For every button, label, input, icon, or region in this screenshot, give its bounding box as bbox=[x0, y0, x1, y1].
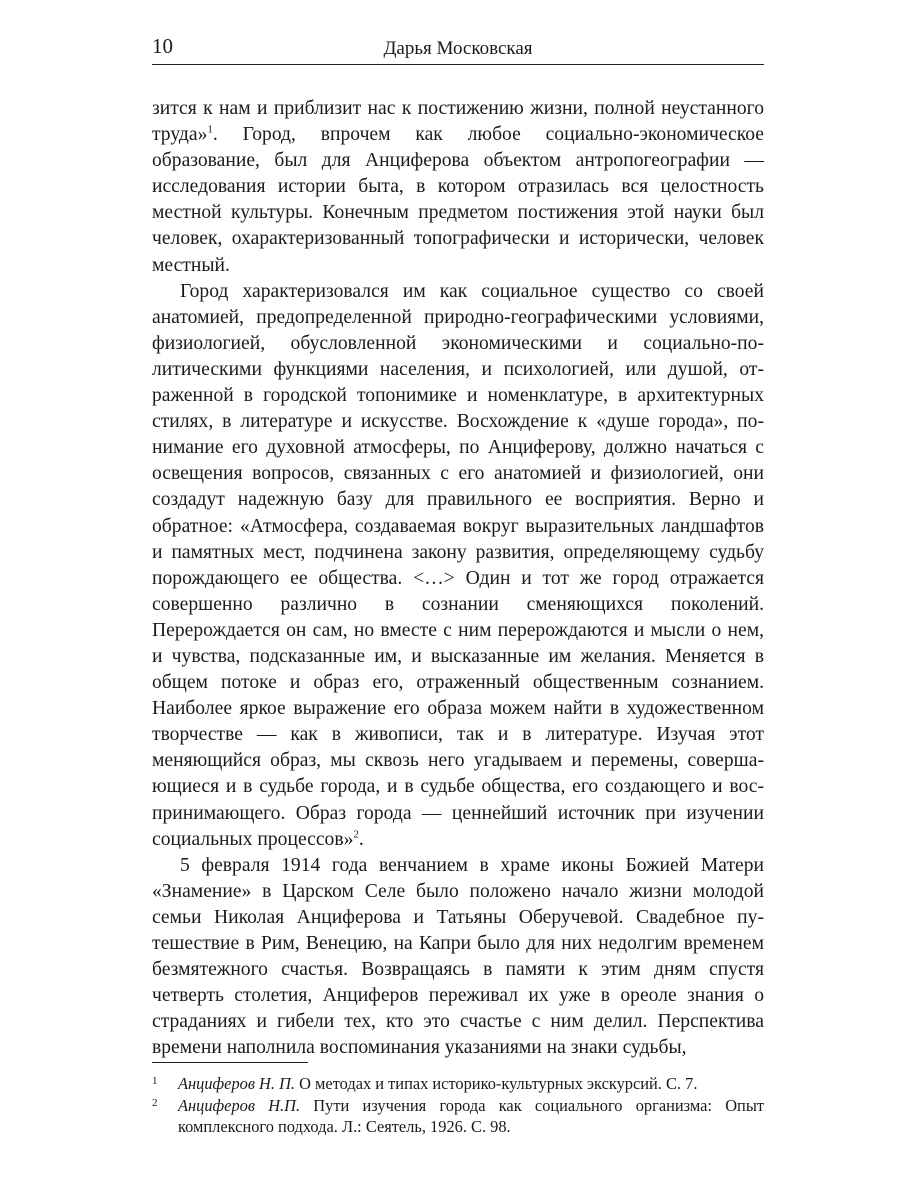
footnote-number: 2 bbox=[152, 1096, 158, 1109]
paragraph bbox=[152, 96, 764, 279]
page-number: 10 bbox=[152, 34, 173, 58]
body-text bbox=[152, 96, 764, 1061]
paragraph-text: . bbox=[358, 828, 364, 850]
paragraph-text: Город характеризовался им как социальное существо со своей анатомией, предопределенной природно-географическими условиями, физиологией, обусловленной экономическими и социально-политическими функциями населения, и психологией, или душой, отраженной в городской топонимике и номенклатуре, в архитектурных стилях, в литературе и искусстве. Восхождение к «душе города», понимание его духовной атмосферы, по Анциферову, должно начаться с освещения вопросов, связанных с его анатомией и физиологией, они создадут надежную базу для правильного ее восприятия. Верно и обратное: «Атмосфера, создаваемая вокруг выразительных ландшафтов и памятных мест, подчинена закону развития, определяющему судьбу порождающего ее общества. <…> Один и тот же город отражается совершенно различно в сознании сменяющихся поколений. Перерождается он сам, но вместе с ним перерождаются и мысли о нем, и чувства, подсказанные им, и высказанные им желания. Меняется в общем потоке и образ его, отраженный общественным сознанием. Наиболее яркое выражение его образа можем найти в художественном творчестве — как в живописи, так и в литературе. Изучая этот меняющийся образ, мы сквозь него угадываем и перемены, совершающиеся и в судьбе города, и в судьбе общества, его создающего и воспринимающего. Образ города — ценнейший источник при изучении социальных процессов» bbox=[152, 280, 764, 850]
paragraph-text: . Город, впрочем как любое социально-экономическое образование, был для Анциферова объектом антропогеографии — исследования истории быта, в котором отразилась вся целостность местной культуры. Конечным предметом постижения этой науки был человек, охарактеризованный топографически и исторически, человек местный. bbox=[152, 124, 764, 276]
paragraph bbox=[152, 853, 764, 1062]
footnote-author: Анциферов Н.П. bbox=[178, 1095, 301, 1115]
footnotes bbox=[152, 1073, 764, 1138]
paragraph-text: зится к нам и приблизит нас к постижению жизни, полной неустанного труда» bbox=[152, 98, 764, 146]
paragraph bbox=[152, 279, 764, 853]
footnote bbox=[152, 1095, 764, 1138]
page-header bbox=[152, 30, 764, 65]
footnote-text: Пути изучения города как социального организма: Опыт комплексного подхода. Л.: Сеятель, 1926. С. 98. bbox=[178, 1095, 764, 1136]
footnote-separator bbox=[152, 1062, 308, 1063]
footnote-text: О методах и типах историко-культурных экскурсий. С. 7. bbox=[295, 1074, 698, 1093]
running-head: Дарья Московская bbox=[383, 38, 533, 59]
paragraph-text: 5 февраля 1914 года венчанием в храме иконы Божией Матери «Знамение» в Царском Селе было положено начало жизни молодой семьи Николая Анциферова и Татьяны Оберучевой. Свадебное путешествие в Рим, Венецию, на Капри было для них недолгим временем безмятежного счастья. Возвращаясь в памяти к этим дням спустя четверть столетия, Анциферов переживал их уже в ореоле знания о страданиях и гибели тех, кто это счастье с ним делил. Перспектива времени наполнила воспоминания указаниями на знаки судьбы, bbox=[152, 854, 764, 1059]
footnote-reference[interactable]: 1 bbox=[207, 123, 213, 136]
footnote-author: Анциферов Н. П. bbox=[178, 1074, 296, 1093]
footnote-reference[interactable]: 2 bbox=[353, 828, 359, 841]
footnote-number: 1 bbox=[152, 1075, 158, 1087]
footnote bbox=[152, 1073, 764, 1095]
